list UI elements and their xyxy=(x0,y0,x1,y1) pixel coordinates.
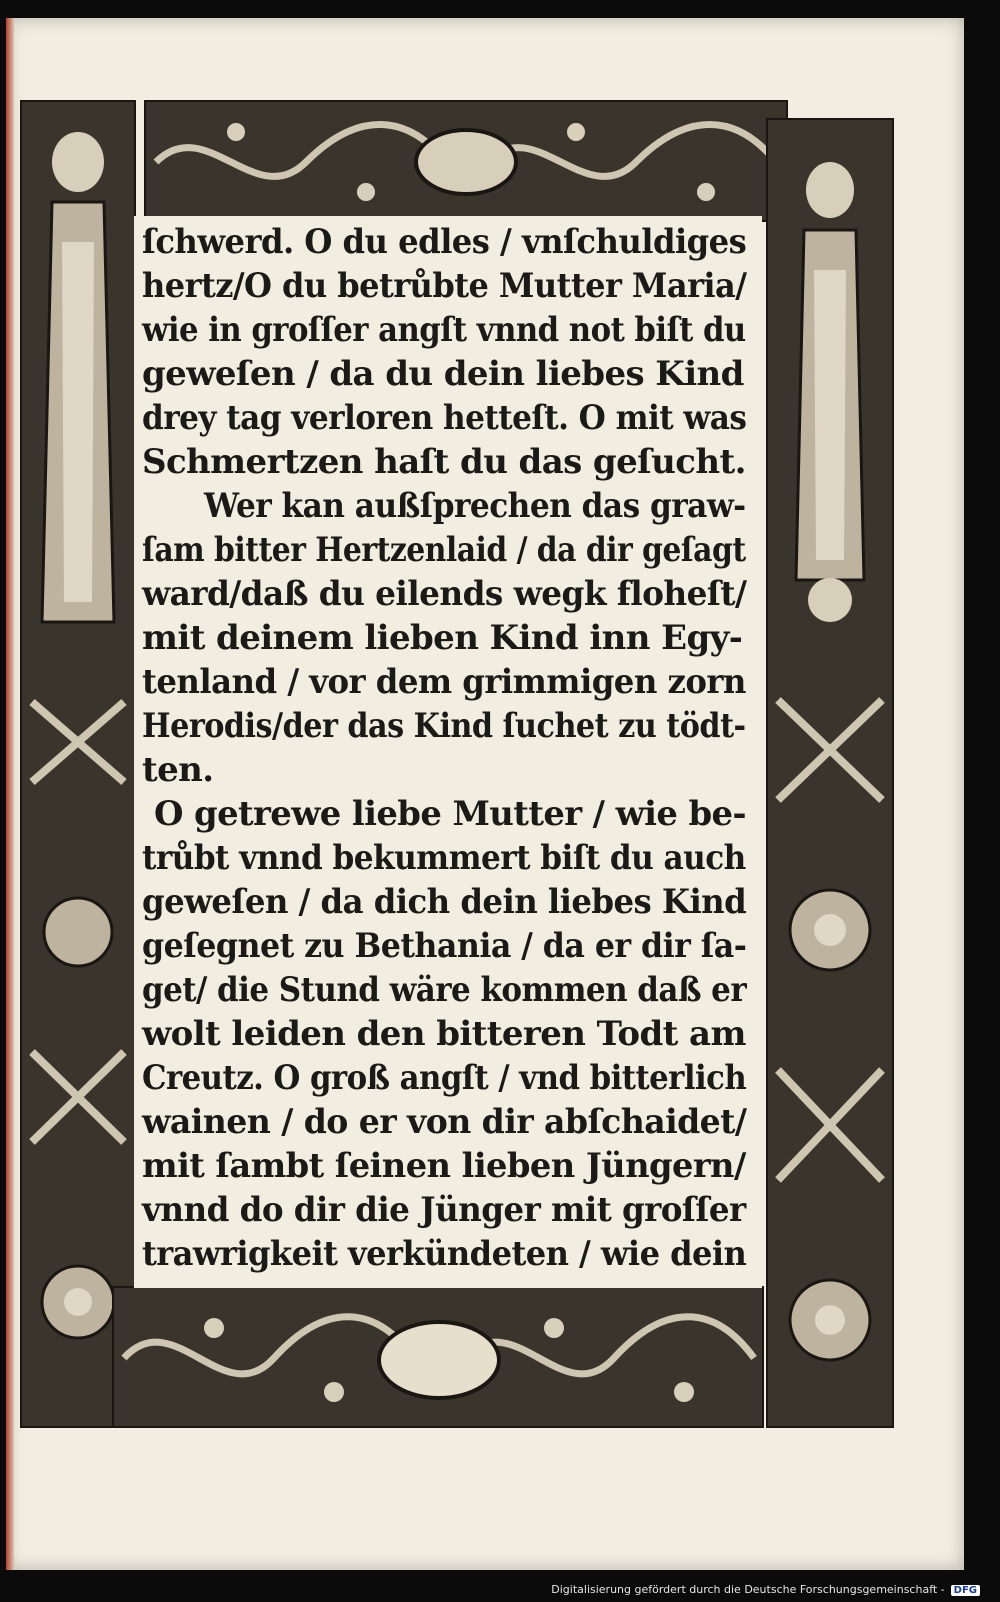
text-line: ward/daß du eilends wegk floheſt/ xyxy=(142,574,747,614)
credit-text: Digitalisierung gefördert durch die Deutsche Forschungsgemeinschaft - xyxy=(551,1583,945,1596)
text-line: tenland / vor dem grimmigen zorn xyxy=(142,662,746,702)
text-line: vnnd do dir die Jünger mit groſſer xyxy=(142,1190,746,1230)
text-line: trůbt vnnd bekummert biſt du auch xyxy=(142,838,746,878)
text-line: mit deinem lieben Kind inn Egy- xyxy=(142,618,743,658)
text-line: mit ſambt ſeinen lieben Jüngern/ xyxy=(142,1146,746,1186)
text-line: hertz/O du betrůbte Mutter Maria/ xyxy=(142,266,747,306)
text-line: Creutz. O groß angſt / vnd bitterlich xyxy=(142,1058,747,1098)
text-line: geweſen / da du dein liebes Kind xyxy=(142,354,744,394)
page-edge xyxy=(6,18,14,1570)
right-woodcut-border xyxy=(766,118,894,1428)
book-page xyxy=(6,18,964,1570)
text-line: Wer kan außſprechen das graw- xyxy=(204,486,746,526)
text-line: geſegnet zu Bethania / da er dir ſa- xyxy=(142,926,747,966)
digitization-credit xyxy=(551,1583,980,1596)
text-line: get/ die Stund wäre kommen daß er xyxy=(142,970,747,1010)
text-line: Herodis/der das Kind ſuchet zu tödt- xyxy=(142,706,746,746)
text-line: O getrewe liebe Mutter / wie be- xyxy=(154,794,746,834)
dfg-logo: DFG xyxy=(951,1585,980,1596)
text-line: wolt leiden den bitteren Todt am xyxy=(142,1014,746,1054)
text-line: geweſen / da dich dein liebes Kind xyxy=(142,882,747,922)
text-line: ten. xyxy=(142,750,214,790)
text-line: drey tag verloren hetteſt. O mit was xyxy=(142,398,747,438)
text-line: Schmertzen haſt du das geſucht. xyxy=(142,442,746,482)
text-line: wainen / do er von dir abſchaidet/ xyxy=(142,1102,747,1142)
text-line: wie in groſſer angſt vnnd not biſt du xyxy=(142,310,746,350)
text-block xyxy=(134,216,762,1288)
text-line: ſam bitter Hertzenlaid / da dir geſagt xyxy=(142,530,746,570)
top-woodcut-border xyxy=(144,100,788,222)
text-line: ſchwerd. O du edles / vnſchuldiges xyxy=(142,222,747,262)
bottom-woodcut-border xyxy=(112,1286,764,1428)
left-woodcut-border xyxy=(20,100,136,1428)
text-line: trawrigkeit verkündeten / wie dein xyxy=(142,1234,747,1274)
